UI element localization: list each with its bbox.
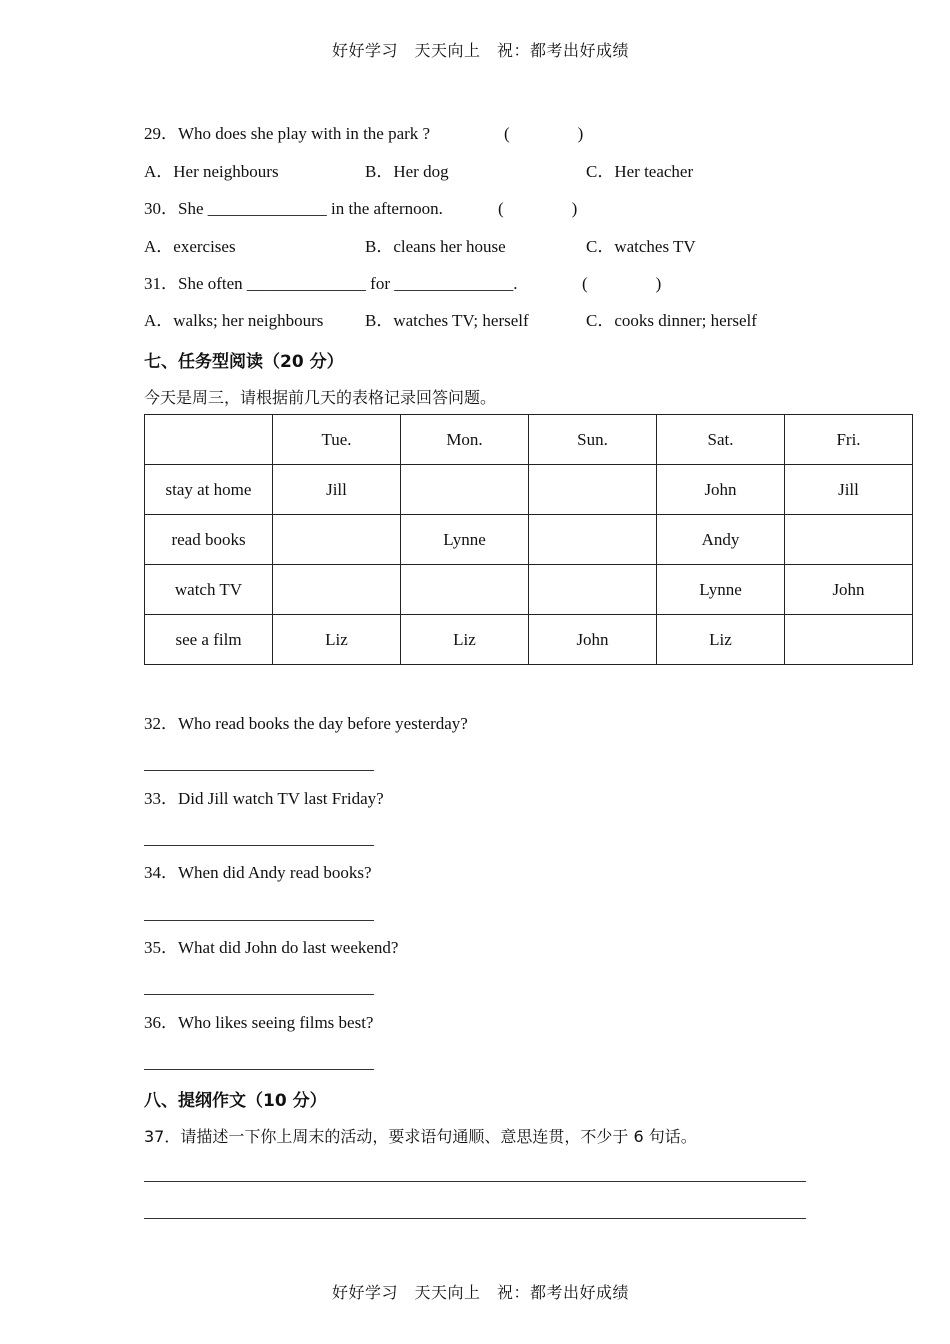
q31-stem: 31．She often ______________ for ______________. bbox=[144, 274, 518, 293]
table-cell: Lynne bbox=[657, 565, 785, 615]
question-34: 34．When did Andy read books? bbox=[144, 863, 372, 882]
table-row bbox=[145, 615, 913, 665]
table-cell: John bbox=[785, 565, 913, 615]
q29-stem: 29．Who does she play with in the park ? bbox=[144, 124, 431, 143]
table-row bbox=[145, 515, 913, 565]
section-7-title: 七、任务型阅读（20 分） bbox=[144, 352, 344, 372]
table-row bbox=[145, 465, 913, 515]
q30-option-a: A．exercises bbox=[144, 237, 236, 256]
answer-line-34[interactable] bbox=[144, 920, 374, 921]
table-header-cell: Tue. bbox=[273, 415, 401, 465]
table-cell bbox=[785, 615, 913, 665]
table-cell: watch TV bbox=[145, 565, 273, 615]
table-cell: Jill bbox=[273, 465, 401, 515]
table-cell: see a film bbox=[145, 615, 273, 665]
table-cell bbox=[273, 565, 401, 615]
table-cell: Andy bbox=[657, 515, 785, 565]
table-header-cell: Mon. bbox=[401, 415, 529, 465]
page-header: 好好学习 天天向上 祝：都考出好成绩 bbox=[332, 41, 630, 60]
answer-line-32[interactable] bbox=[144, 770, 374, 771]
q31-option-b: B．watches TV; herself bbox=[365, 311, 529, 330]
table-header-cell: Sat. bbox=[657, 415, 785, 465]
answer-line-35[interactable] bbox=[144, 994, 374, 995]
table-cell bbox=[785, 515, 913, 565]
question-36: 36．Who likes seeing films best? bbox=[144, 1013, 374, 1032]
page-footer: 好好学习 天天向上 祝：都考出好成绩 bbox=[332, 1283, 630, 1302]
section-8-title: 八、提纲作文（10 分） bbox=[144, 1091, 327, 1111]
q29-option-a: A．Her neighbours bbox=[144, 162, 279, 181]
question-32: 32．Who read books the day before yesterday? bbox=[144, 714, 468, 733]
section-7-intro: 今天是周三，请根据前几天的表格记录回答问题。 bbox=[144, 388, 497, 407]
table-cell: Liz bbox=[657, 615, 785, 665]
q30-stem: 30．She ______________ in the afternoon. bbox=[144, 199, 443, 218]
q30-option-c: C．watches TV bbox=[586, 237, 696, 256]
table-header-cell bbox=[145, 415, 273, 465]
answer-line-33[interactable] bbox=[144, 845, 374, 846]
table-cell: John bbox=[529, 615, 657, 665]
table-header-cell: Fri. bbox=[785, 415, 913, 465]
table-cell: stay at home bbox=[145, 465, 273, 515]
table-cell bbox=[529, 565, 657, 615]
question-35: 35．What did John do last weekend? bbox=[144, 938, 399, 957]
table-header-cell: Sun. bbox=[529, 415, 657, 465]
writing-line-1[interactable] bbox=[144, 1181, 806, 1182]
table-cell bbox=[401, 565, 529, 615]
table-cell: read books bbox=[145, 515, 273, 565]
q30-answer-paren: ( ) bbox=[498, 199, 578, 218]
activity-table bbox=[144, 414, 913, 665]
table-cell bbox=[401, 465, 529, 515]
q30-option-b: B．cleans her house bbox=[365, 237, 506, 256]
question-33: 33．Did Jill watch TV last Friday? bbox=[144, 789, 384, 808]
table-cell bbox=[273, 515, 401, 565]
q29-answer-paren: ( ) bbox=[504, 124, 584, 143]
answer-line-36[interactable] bbox=[144, 1069, 374, 1070]
table-cell bbox=[529, 515, 657, 565]
table-cell: Jill bbox=[785, 465, 913, 515]
table-cell: John bbox=[657, 465, 785, 515]
writing-line-2[interactable] bbox=[144, 1218, 806, 1219]
table-header-row bbox=[145, 415, 913, 465]
table-cell: Lynne bbox=[401, 515, 529, 565]
q29-option-b: B．Her dog bbox=[365, 162, 449, 181]
writing-prompt-37: 37．请描述一下你上周末的活动，要求语句通顺、意思连贯，不少于 6 句话。 bbox=[144, 1127, 697, 1146]
table-cell: Liz bbox=[401, 615, 529, 665]
q31-option-c: C．cooks dinner; herself bbox=[586, 311, 757, 330]
table-cell bbox=[529, 465, 657, 515]
table-cell: Liz bbox=[273, 615, 401, 665]
q31-option-a: A．walks; her neighbours bbox=[144, 311, 324, 330]
q31-answer-paren: ( ) bbox=[582, 274, 662, 293]
table-row bbox=[145, 565, 913, 615]
q29-option-c: C．Her teacher bbox=[586, 162, 694, 181]
